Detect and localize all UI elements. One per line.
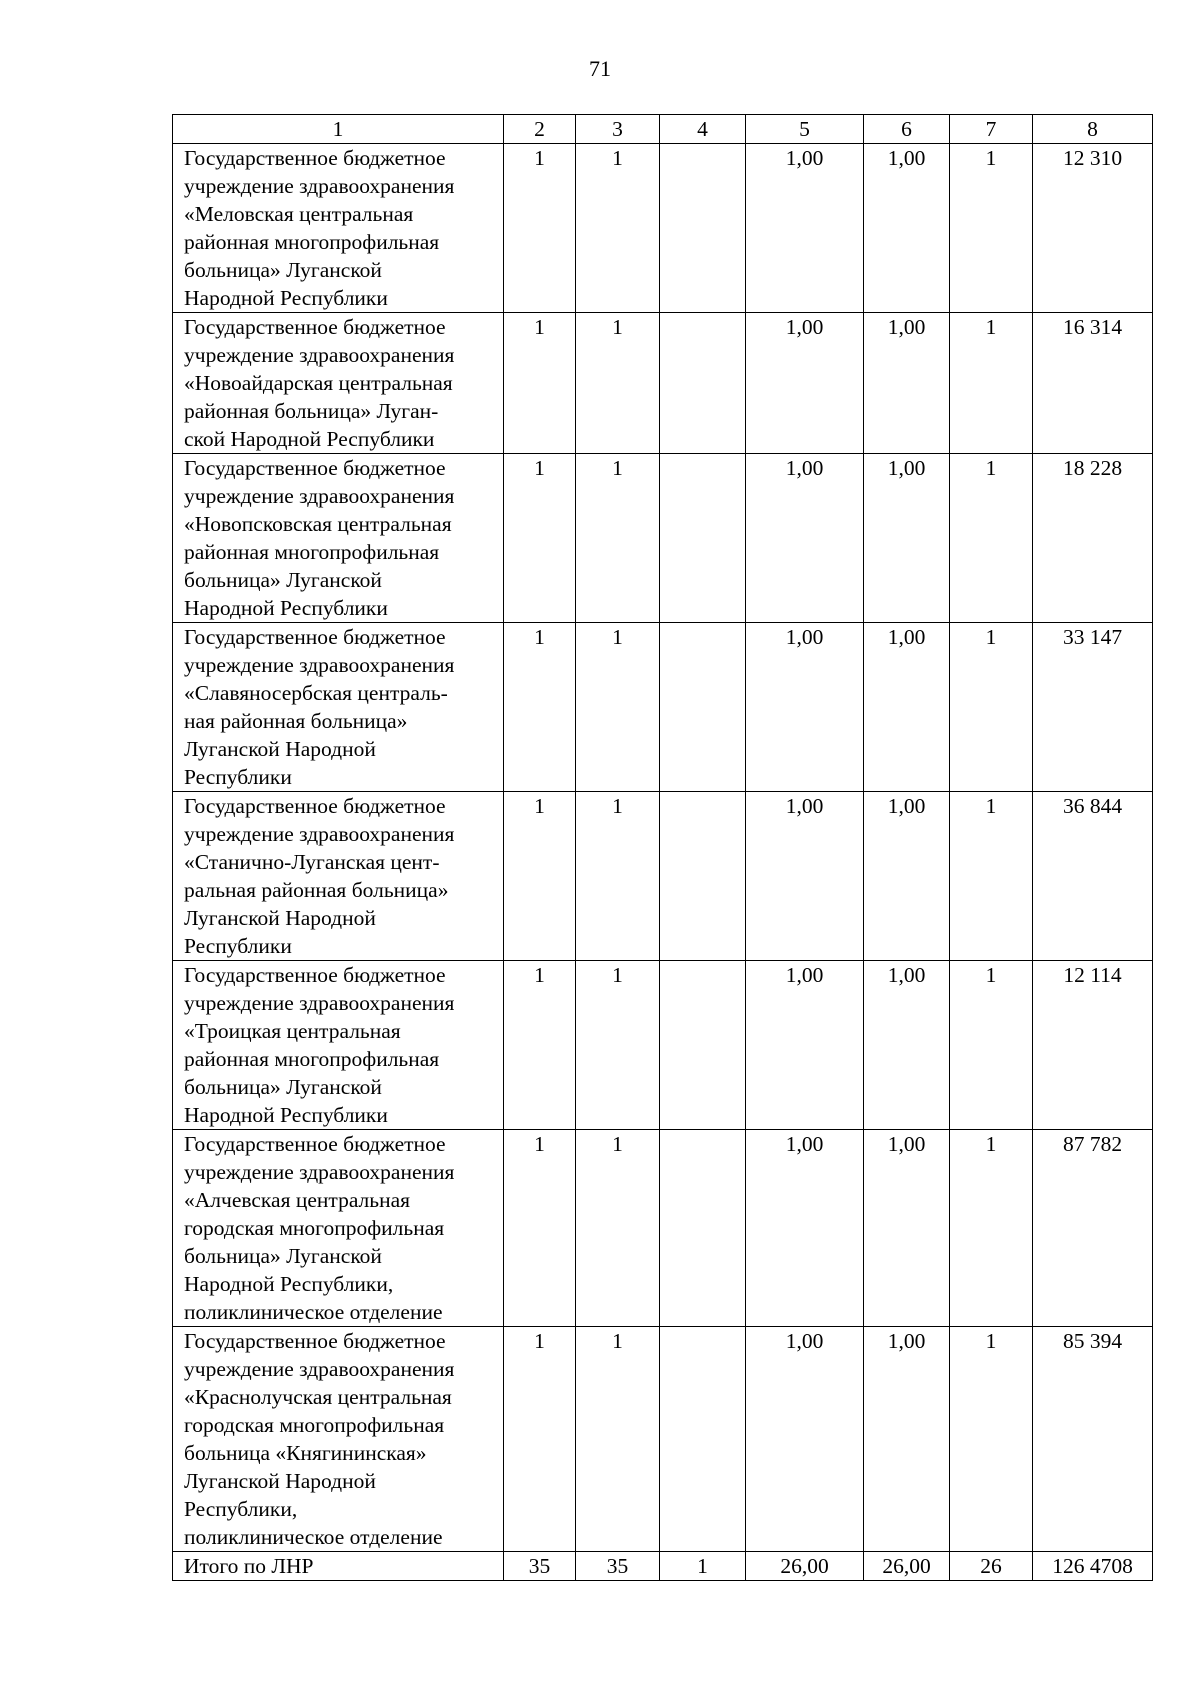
institution-name-line: районная многопрофильная <box>184 540 440 564</box>
column-header: 3 <box>576 115 660 144</box>
institution-name-line: учреждение здравоохранения <box>184 1160 455 1184</box>
cell-c8: 12 310 <box>1033 144 1153 313</box>
cell-c3: 1 <box>576 792 660 961</box>
cell-c3: 1 <box>576 623 660 792</box>
institution-name-cell <box>173 961 504 1130</box>
cell-c7: 1 <box>950 454 1033 623</box>
total-cell-c8: 126 4708 <box>1033 1552 1153 1581</box>
cell-c4 <box>660 1327 746 1552</box>
institution-name-line: «Славяносербская централь- <box>184 681 448 705</box>
table-row <box>173 313 1153 454</box>
institution-name-line: больница» Луганской <box>184 258 382 282</box>
column-header: 2 <box>504 115 576 144</box>
cell-c8: 36 844 <box>1033 792 1153 961</box>
cell-c6: 1,00 <box>864 313 950 454</box>
institution-name-line: «Новоайдарская центральная <box>184 371 453 395</box>
institution-name-line: Народной Республики <box>184 286 388 310</box>
cell-c7: 1 <box>950 144 1033 313</box>
institution-name-line: «Новопсковская центральная <box>184 512 452 536</box>
cell-c5: 1,00 <box>746 1327 864 1552</box>
institution-name-line: поликлиническое отделение <box>184 1525 443 1549</box>
cell-c7: 1 <box>950 623 1033 792</box>
table-row <box>173 1327 1153 1552</box>
cell-c5: 1,00 <box>746 144 864 313</box>
cell-c2: 1 <box>504 792 576 961</box>
institution-name-line: Луганской Народной <box>184 737 376 761</box>
column-header: 5 <box>746 115 864 144</box>
cell-c2: 1 <box>504 1327 576 1552</box>
cell-c2: 1 <box>504 144 576 313</box>
total-cell-c7: 26 <box>950 1552 1033 1581</box>
total-label: Итого по ЛНР <box>173 1552 504 1581</box>
institution-name-line: Луганской Народной <box>184 1469 376 1493</box>
institution-name-line: городская многопрофильная <box>184 1413 445 1437</box>
cell-c8: 18 228 <box>1033 454 1153 623</box>
column-header: 4 <box>660 115 746 144</box>
institution-name-line: поликлиническое отделение <box>184 1300 443 1324</box>
institution-name-line: районная больница» Луган- <box>184 399 439 423</box>
institution-name-line: больница» Луганской <box>184 1244 382 1268</box>
cell-c8: 85 394 <box>1033 1327 1153 1552</box>
institution-name-line: Государственное бюджетное <box>184 146 446 170</box>
institution-name-line: Государственное бюджетное <box>184 1132 446 1156</box>
cell-c6: 1,00 <box>864 144 950 313</box>
cell-c4 <box>660 623 746 792</box>
cell-c2: 1 <box>504 1130 576 1327</box>
cell-c6: 1,00 <box>864 1327 950 1552</box>
institution-name-line: Луганской Народной <box>184 906 376 930</box>
cell-c3: 1 <box>576 961 660 1130</box>
institution-name-cell <box>173 454 504 623</box>
institution-name-line: Народной Республики <box>184 1103 388 1127</box>
cell-c7: 1 <box>950 1327 1033 1552</box>
cell-c8: 33 147 <box>1033 623 1153 792</box>
cell-c5: 1,00 <box>746 623 864 792</box>
cell-c4 <box>660 1130 746 1327</box>
institution-name-line: «Станично-Луганская цент- <box>184 850 440 874</box>
cell-c2: 1 <box>504 454 576 623</box>
total-cell-c4: 1 <box>660 1552 746 1581</box>
institution-name-line: учреждение здравоохранения <box>184 1357 455 1381</box>
cell-c5: 1,00 <box>746 792 864 961</box>
total-cell-c6: 26,00 <box>864 1552 950 1581</box>
cell-c7: 1 <box>950 313 1033 454</box>
column-number-row <box>173 115 1153 144</box>
institution-name-line: Государственное бюджетное <box>184 625 446 649</box>
cell-c6: 1,00 <box>864 454 950 623</box>
institution-name-cell <box>173 1130 504 1327</box>
cell-c8: 12 114 <box>1033 961 1153 1130</box>
cell-c2: 1 <box>504 623 576 792</box>
column-header: 8 <box>1033 115 1153 144</box>
institution-name-line: Республики, <box>184 1497 298 1521</box>
cell-c7: 1 <box>950 961 1033 1130</box>
cell-c7: 1 <box>950 1130 1033 1327</box>
institution-name-line: ная районная больница» <box>184 709 408 733</box>
table-row <box>173 454 1153 623</box>
table-row <box>173 144 1153 313</box>
cell-c3: 1 <box>576 1130 660 1327</box>
institution-name-line: районная многопрофильная <box>184 1047 440 1071</box>
institution-name-cell <box>173 1327 504 1552</box>
institution-name-line: Народной Республики, <box>184 1272 394 1296</box>
institution-name-line: больница» Луганской <box>184 568 382 592</box>
column-header: 6 <box>864 115 950 144</box>
column-header: 1 <box>173 115 504 144</box>
table-row <box>173 623 1153 792</box>
cell-c3: 1 <box>576 1327 660 1552</box>
institution-name-line: учреждение здравоохранения <box>184 484 455 508</box>
table-row <box>173 961 1153 1130</box>
cell-c6: 1,00 <box>864 623 950 792</box>
institution-name-line: учреждение здравоохранения <box>184 174 455 198</box>
total-cell-c3: 35 <box>576 1552 660 1581</box>
cell-c3: 1 <box>576 313 660 454</box>
cell-c6: 1,00 <box>864 792 950 961</box>
cell-c4 <box>660 454 746 623</box>
institution-name-line: учреждение здравоохранения <box>184 822 455 846</box>
institution-name-line: больница «Княгининская» <box>184 1441 427 1465</box>
total-row <box>173 1552 1153 1581</box>
institution-name-line: «Меловская центральная <box>184 202 414 226</box>
institution-name-cell <box>173 623 504 792</box>
data-table <box>172 114 1153 1581</box>
cell-c4 <box>660 792 746 961</box>
institution-name-cell <box>173 792 504 961</box>
institution-name-line: «Краснолучская центральная <box>184 1385 452 1409</box>
cell-c6: 1,00 <box>864 961 950 1130</box>
institution-name-line: Государственное бюджетное <box>184 794 446 818</box>
institution-name-line: Государственное бюджетное <box>184 315 446 339</box>
cell-c4 <box>660 313 746 454</box>
institution-name-line: Государственное бюджетное <box>184 963 446 987</box>
cell-c5: 1,00 <box>746 454 864 623</box>
institution-name-line: «Троицкая центральная <box>184 1019 401 1043</box>
institution-name-line: «Алчевская центральная <box>184 1188 411 1212</box>
institution-name-line: Народной Республики <box>184 596 388 620</box>
total-cell-c5: 26,00 <box>746 1552 864 1581</box>
cell-c8: 87 782 <box>1033 1130 1153 1327</box>
cell-c4 <box>660 144 746 313</box>
cell-c2: 1 <box>504 313 576 454</box>
table-row <box>173 792 1153 961</box>
institution-name-line: ральная районная больница» <box>184 878 449 902</box>
institution-name-cell <box>173 313 504 454</box>
institution-name-line: Государственное бюджетное <box>184 1329 446 1353</box>
institution-name-line: районная многопрофильная <box>184 230 440 254</box>
table-body <box>173 115 1153 1581</box>
cell-c8: 16 314 <box>1033 313 1153 454</box>
institution-name-line: городская многопрофильная <box>184 1216 445 1240</box>
cell-c3: 1 <box>576 454 660 623</box>
cell-c5: 1,00 <box>746 313 864 454</box>
institution-name-line: учреждение здравоохранения <box>184 343 455 367</box>
institution-name-line: больница» Луганской <box>184 1075 382 1099</box>
page-number: 71 <box>589 56 611 81</box>
cell-c6: 1,00 <box>864 1130 950 1327</box>
cell-c5: 1,00 <box>746 1130 864 1327</box>
institution-name-line: Государственное бюджетное <box>184 456 446 480</box>
institution-name-line: Республики <box>184 934 292 958</box>
institution-name-line: ской Народной Республики <box>184 427 435 451</box>
column-header: 7 <box>950 115 1033 144</box>
cell-c3: 1 <box>576 144 660 313</box>
institution-name-line: Республики <box>184 765 292 789</box>
total-cell-c2: 35 <box>504 1552 576 1581</box>
institution-name-cell <box>173 144 504 313</box>
institution-name-line: учреждение здравоохранения <box>184 653 455 677</box>
cell-c7: 1 <box>950 792 1033 961</box>
cell-c2: 1 <box>504 961 576 1130</box>
cell-c5: 1,00 <box>746 961 864 1130</box>
table-row <box>173 1130 1153 1327</box>
cell-c4 <box>660 961 746 1130</box>
institution-name-line: учреждение здравоохранения <box>184 991 455 1015</box>
